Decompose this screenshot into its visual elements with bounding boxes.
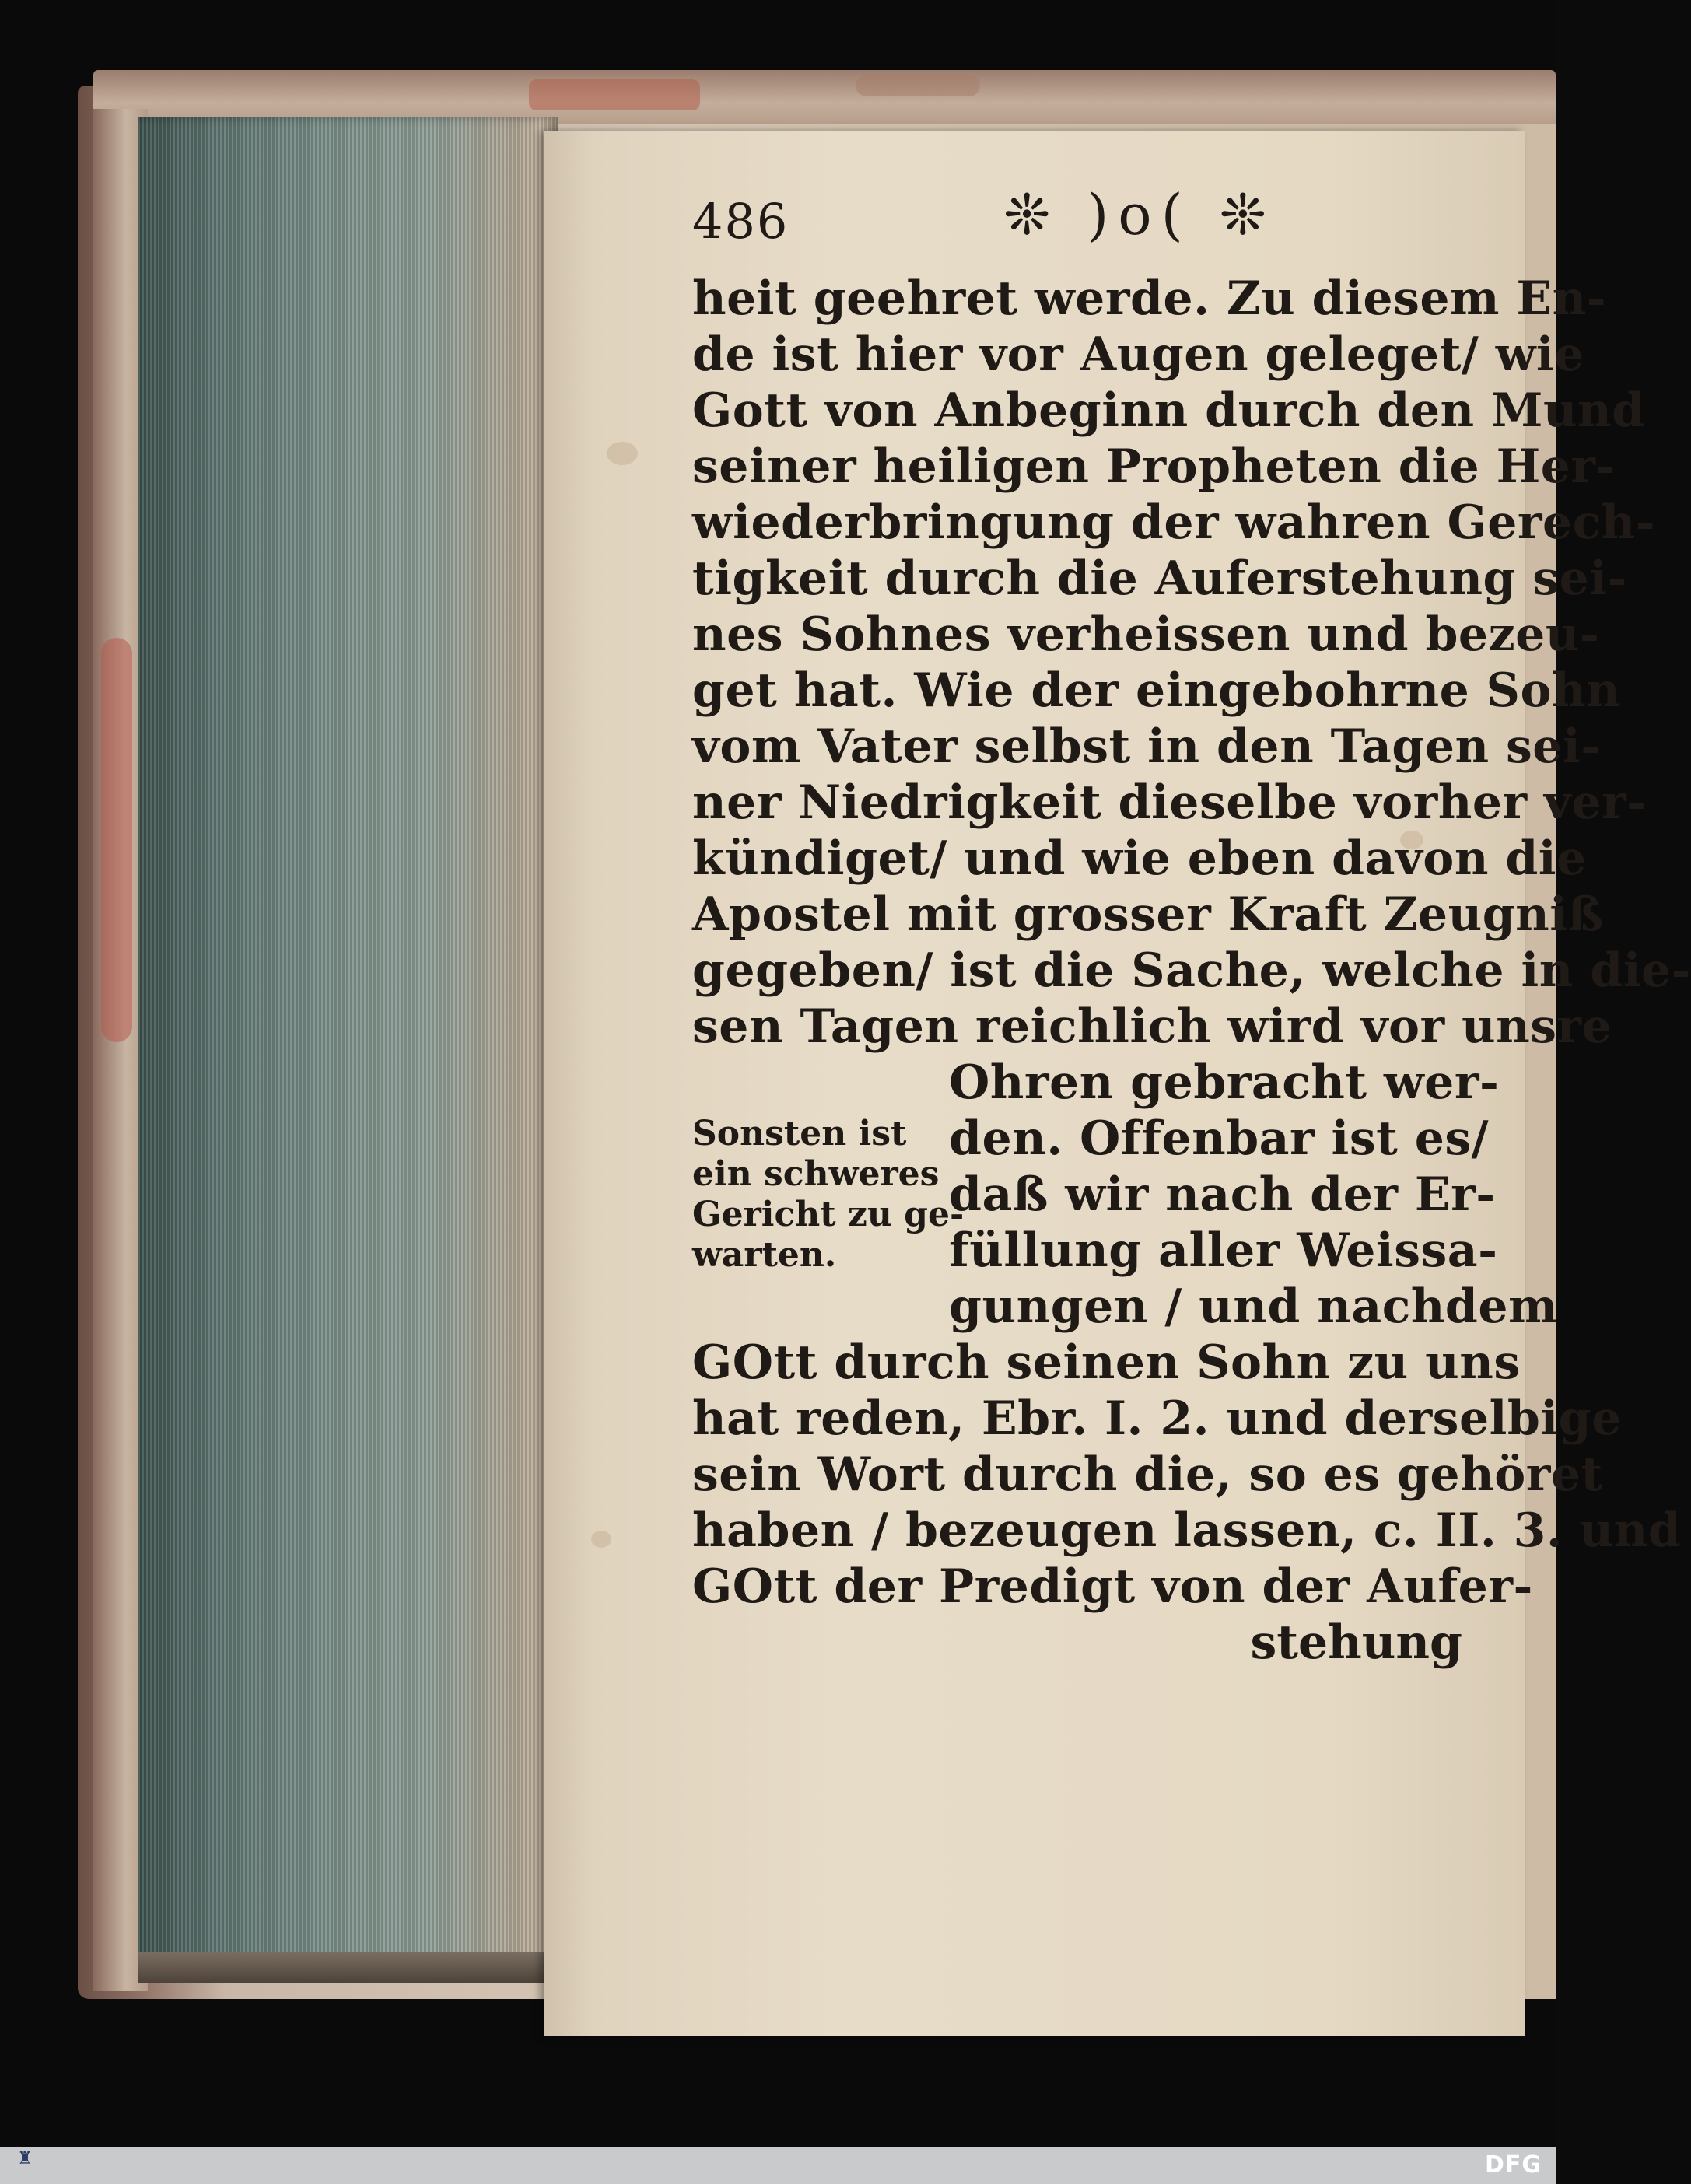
- page-block-fore-edge: [138, 117, 558, 1983]
- text-line: de ist hier vor Augen geleget/ wie: [692, 327, 1584, 382]
- text-line: Gott von Anbeginn durch den Mund: [692, 383, 1645, 438]
- cover-stain: [529, 79, 700, 110]
- text-line: seiner heiligen Propheten die Her-: [692, 439, 1616, 494]
- indented-text: [949, 1055, 1558, 1335]
- marginal-note-line: warten.: [692, 1235, 837, 1275]
- text-column: [692, 177, 1691, 1671]
- text-line: haben / bezeugen lassen, c. II. 3. und: [692, 1503, 1682, 1558]
- page-number: 486: [692, 193, 789, 250]
- text-line: nes Sohnes verheissen und bezeu-: [692, 607, 1600, 662]
- dfg-logo: DFG: [1484, 2151, 1542, 2179]
- text-line: Ohren gebracht wer-: [949, 1055, 1500, 1110]
- text-line: füllung aller Weissa-: [949, 1223, 1498, 1278]
- library-logo: [9, 2150, 40, 2181]
- text-line: gegeben/ ist die Sache, welche in die-: [692, 943, 1691, 998]
- text-line: hat reden, Ebr. I. 2. und derselbige: [692, 1391, 1622, 1446]
- header-ornament: ❊ )o( ❊: [1003, 182, 1276, 247]
- text-line: GOtt der Predigt von der Aufer-: [692, 1559, 1533, 1614]
- text-line: wiederbringung der wahren Gerech-: [692, 495, 1656, 550]
- text-line: sein Wort durch die, so es gehöret: [692, 1447, 1603, 1502]
- marginal-note-line: Sonsten ist: [692, 1114, 907, 1153]
- text-line: sen Tagen reichlich wird vor unsre: [692, 999, 1612, 1054]
- marginal-note: [692, 1055, 965, 1335]
- text-line: kündiget/ und wie eben davon die: [692, 831, 1587, 886]
- text-line: get hat. Wie der eingebohrne Sohn: [692, 663, 1621, 718]
- text-line: GOtt durch seinen Sohn zu uns: [692, 1335, 1521, 1390]
- marginal-note-line: Gericht zu ge-: [692, 1195, 965, 1234]
- text-line: gungen / und nachdem: [949, 1279, 1558, 1334]
- text-line: vom Vater selbst in den Tagen sei-: [692, 719, 1601, 774]
- text-line: den. Offenbar ist es/: [949, 1111, 1490, 1166]
- cover-stain: [101, 638, 132, 1042]
- catchword: stehung: [1250, 1615, 1462, 1670]
- cover-stain: [856, 75, 980, 96]
- marginal-note-block: [692, 1055, 1558, 1335]
- viewer-footer-bar: [0, 2147, 1556, 2184]
- running-head: [692, 177, 1470, 271]
- marginal-note-line: ein schweres: [692, 1154, 940, 1194]
- text-line: ner Niedrigkeit dieselbe vorher ver-: [692, 775, 1647, 830]
- text-line: tigkeit durch die Auferstehung sei-: [692, 551, 1627, 606]
- page-block-bottom: [138, 1952, 558, 1983]
- text-line: heit geehret werde. Zu diesem En-: [692, 271, 1607, 326]
- printed-page: [544, 131, 1691, 2036]
- foxing-spot: [607, 442, 638, 465]
- foxing-spot: [591, 1531, 611, 1548]
- text-line: Apostel mit grosser Kraft Zeugniß: [692, 887, 1604, 942]
- text-line: daß wir nach der Er-: [949, 1167, 1496, 1222]
- library-logo-icon: ♜: [17, 2149, 33, 2168]
